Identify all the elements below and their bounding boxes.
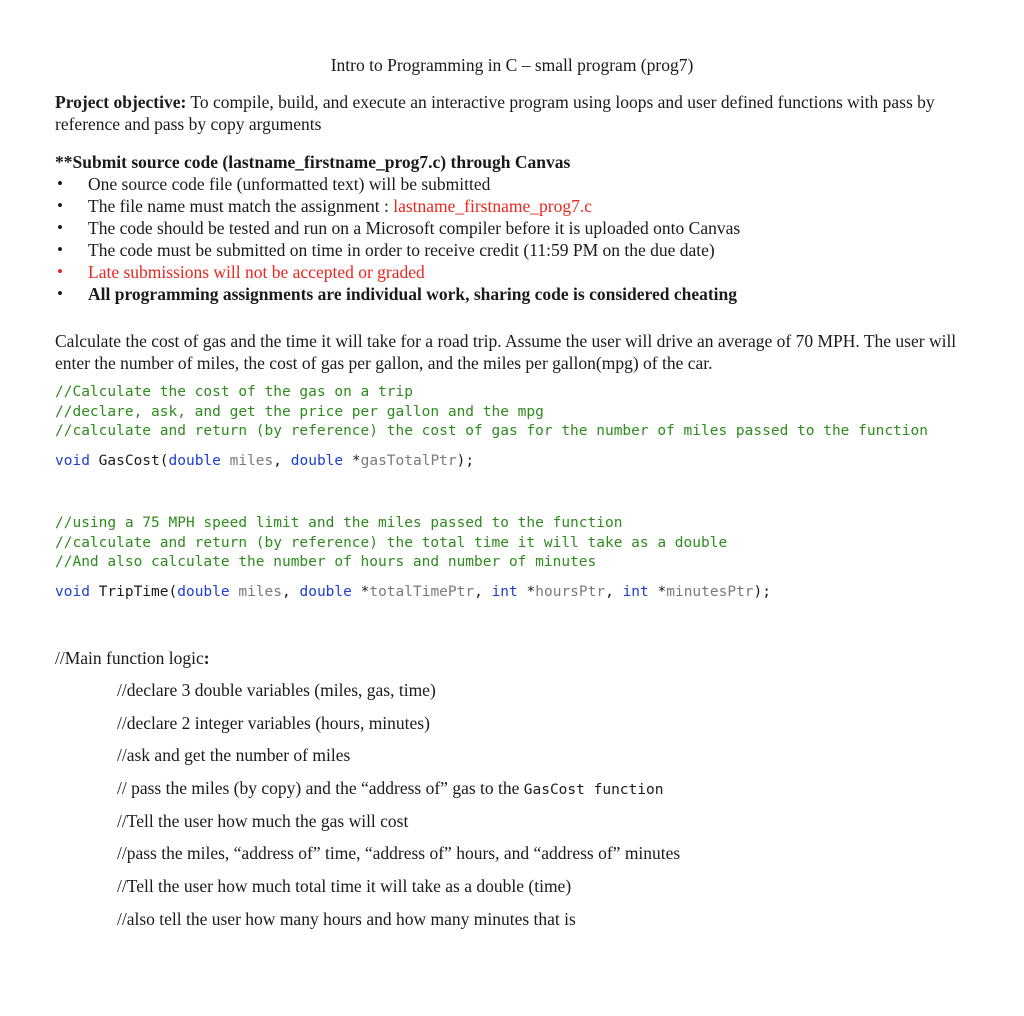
triptime-prototype: [55, 583, 771, 603]
code-punct: ,: [282, 584, 300, 600]
code-punct: *: [343, 453, 361, 469]
function-name: GasCost(: [89, 453, 169, 469]
list-item: //also tell the user how many hours and how many minutes that is: [117, 908, 576, 929]
code-param: hoursPtr: [535, 584, 606, 600]
code-punct: );: [456, 453, 475, 469]
problem-description: Calculate the cost of gas and the time it will take for a road trip. Assume the user will drive an average of 70 MPH. The user will enter the number of miles, the cost of gas per gallon, and the miles per gallon(mpg) of the car.: [55, 331, 957, 373]
bullet-icon: •: [57, 240, 63, 259]
code-keyword: void: [55, 584, 90, 600]
objective-text: To compile, build, and execute an interactive program using loops and user defined functions with pass by reference and pass by copy arguments: [55, 92, 935, 134]
step-text: function: [584, 782, 664, 799]
list-item: //Tell the user how much total time it will take as a double (time): [117, 876, 572, 897]
code-punct: *: [517, 584, 536, 600]
list-item: //declare 3 double variables (miles, gas, time): [117, 680, 436, 700]
list-item: [55, 173, 740, 195]
code-param: miles: [229, 584, 283, 600]
list-item: //ask and get the number of miles: [117, 745, 351, 766]
function-name: TripTime(: [89, 584, 178, 600]
bullet-icon: •: [57, 284, 63, 303]
code-punct: ,: [273, 453, 291, 469]
list-item: //declare 2 integer variables (hours, minutes): [117, 712, 430, 733]
step-text: // pass the miles (by copy) and the “address of” gas to the: [117, 778, 524, 799]
code-keyword: double: [177, 584, 230, 600]
code-punct: *: [648, 584, 667, 600]
requirement-text: The file name must match the assignment :: [88, 196, 394, 216]
code-punct: ,: [605, 584, 623, 600]
code-param: minutesPtr: [666, 584, 754, 600]
code-param: totalTimePtr: [369, 584, 475, 600]
code-punct: );: [753, 584, 772, 600]
code-param: miles: [220, 453, 274, 469]
list-item: //pass the miles, “address of” time, “address of” hours, and “address of” minutes: [117, 843, 681, 864]
code-comment: //Calculate the cost of the gas on a trip: [55, 384, 413, 400]
submit-heading: **Submit source code (lastname_firstname_prog7.c) through Canvas: [55, 152, 571, 172]
code-comment: //declare, ask, and get the price per gallon and the mpg: [55, 403, 544, 420]
gascost-prototype: [55, 452, 474, 472]
code-comment: //using a 75 MPH speed limit and the miles passed to the function: [55, 515, 623, 531]
code-comment: //And also calculate the number of hours and number of minutes: [55, 554, 597, 570]
code-comment: //calculate and return (by reference) the cost of gas for the number of miles passed to the function: [55, 423, 928, 439]
requirements-list: [55, 173, 740, 305]
main-logic-heading: [55, 648, 210, 669]
requirement-text: One source code file (unformatted text) will be submitted: [88, 174, 491, 194]
code-keyword: int: [491, 584, 518, 600]
list-item: [117, 777, 680, 810]
bullet-icon: •: [57, 218, 63, 237]
list-item: [55, 217, 740, 239]
project-objective: [55, 91, 985, 135]
code-keyword: double: [290, 453, 344, 469]
bullet-icon: •: [57, 262, 63, 281]
function-name: GasCost: [523, 782, 585, 799]
bullet-icon: •: [57, 174, 63, 193]
main-logic-colon: :: [203, 648, 210, 668]
code-keyword: void: [55, 453, 90, 469]
bullet-icon: •: [57, 196, 63, 215]
code-punct: *: [351, 584, 370, 600]
page-title: Intro to Programming in C – small program (prog7): [330, 55, 694, 75]
list-item: //Tell the user how much the gas will cost: [117, 810, 409, 831]
list-item: [55, 195, 740, 217]
code-punct: ,: [474, 584, 492, 600]
triptime-code-block: [55, 514, 727, 573]
code-keyword: int: [622, 584, 649, 600]
code-comment: //calculate and return (by reference) the total time it will take as a double: [55, 534, 728, 551]
code-keyword: double: [168, 453, 221, 469]
code-keyword: double: [299, 584, 352, 600]
required-filename: lastname_firstname_prog7.c: [393, 196, 592, 216]
main-logic-heading-text: //Main function logic: [55, 648, 204, 668]
individual-work-notice: All programming assignments are individual work, sharing code is considered cheating: [88, 284, 738, 304]
requirement-text: The code should be tested and run on a Microsoft compiler before it is uploaded onto Canvas: [88, 218, 741, 238]
code-param: gasTotalPtr: [360, 453, 457, 469]
gascost-code-block: [55, 383, 928, 442]
main-logic-steps: [117, 679, 680, 941]
list-item: [55, 239, 740, 261]
list-item: [55, 261, 740, 283]
late-submission-warning: Late submissions will not be accepted or graded: [88, 262, 425, 282]
objective-label: Project objective:: [55, 92, 187, 112]
requirement-text: The code must be submitted on time in order to receive credit (11:59 PM on the due date): [88, 240, 715, 260]
list-item: [55, 283, 740, 305]
